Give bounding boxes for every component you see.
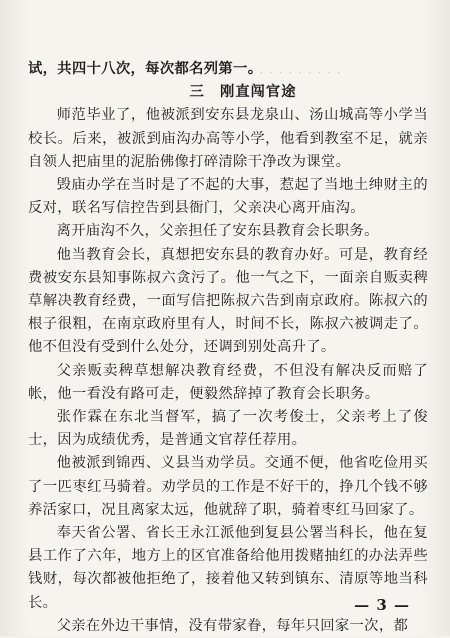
paragraph: 毁庙办学在当时是了不起的大事，惹起了当地土绅财主的反对，联名写信控告到县衙门，父亲决心离开庙沟。 [28,177,428,217]
paragraph: 他被派到锦西、义县当劝学员。交通不便，他省吃俭用买了一匹枣红马骑着。劝学员的工作是不好干的，挣几个钱不够养活家口，况且离家太远，他就辞了职，骑着枣红马回家了。 [28,455,428,518]
paragraph: 奉天省公署、省长王永江派他到复县公署当科长，他在复县工作了六年，地方上的区官准备给他用拨赌抽红的办法弄些钱财，每次都被他拒绝了，接着他又转到镇东、清原等地当科长。 [28,525,428,611]
paragraph: 师范毕业了，他被派到安东县龙泉山、汤山城高等小学当校长。后来，被派到庙沟办高等小学，他看到教室不足，就亲自领人把庙里的泥胎佛像打碎清除干净改为课堂。 [28,107,428,170]
paragraph: 张作霖在东北当督军，搞了一次考俊士，父亲考上了俊士，因为成绩优秀，是普通文官荐任荐用。 [28,409,428,449]
paragraph: 父亲在外边干事情，没有带家眷，每年只回家一次，都 [56,617,409,634]
paragraph: 离开庙沟不久，父亲担任了安东县教育会长职务。 [56,223,379,240]
section-heading: 三 刚直闯官途 [189,84,297,101]
page-body [28,58,428,638]
paragraph: 父亲贩卖稗草想解决教育经费，不但没有解决反而赔了帐，他一看没有路可走，便毅然辞掉了教育会长职务。 [28,362,428,402]
page-number: — 3 — [354,596,410,614]
paragraph-continuation: 试，共四十八次，每次都名列第一。 [28,61,263,77]
bleed-through-marks: · · · · · · · · · · [250,66,342,80]
paragraph: 他当教育会长，真想把安东县的教育办好。可是，教育经费被安东县知事陈叔六贪污了。他一气之下，一面亲自贩卖稗草解决教育经费，一面写信把陈叔六告到南京政府。陈叔六的根子很粗，在南京政府里有人，时间不长，陈叔六被调走了。他不但没有受到什么处分，还调到别处高升了。 [28,246,428,356]
